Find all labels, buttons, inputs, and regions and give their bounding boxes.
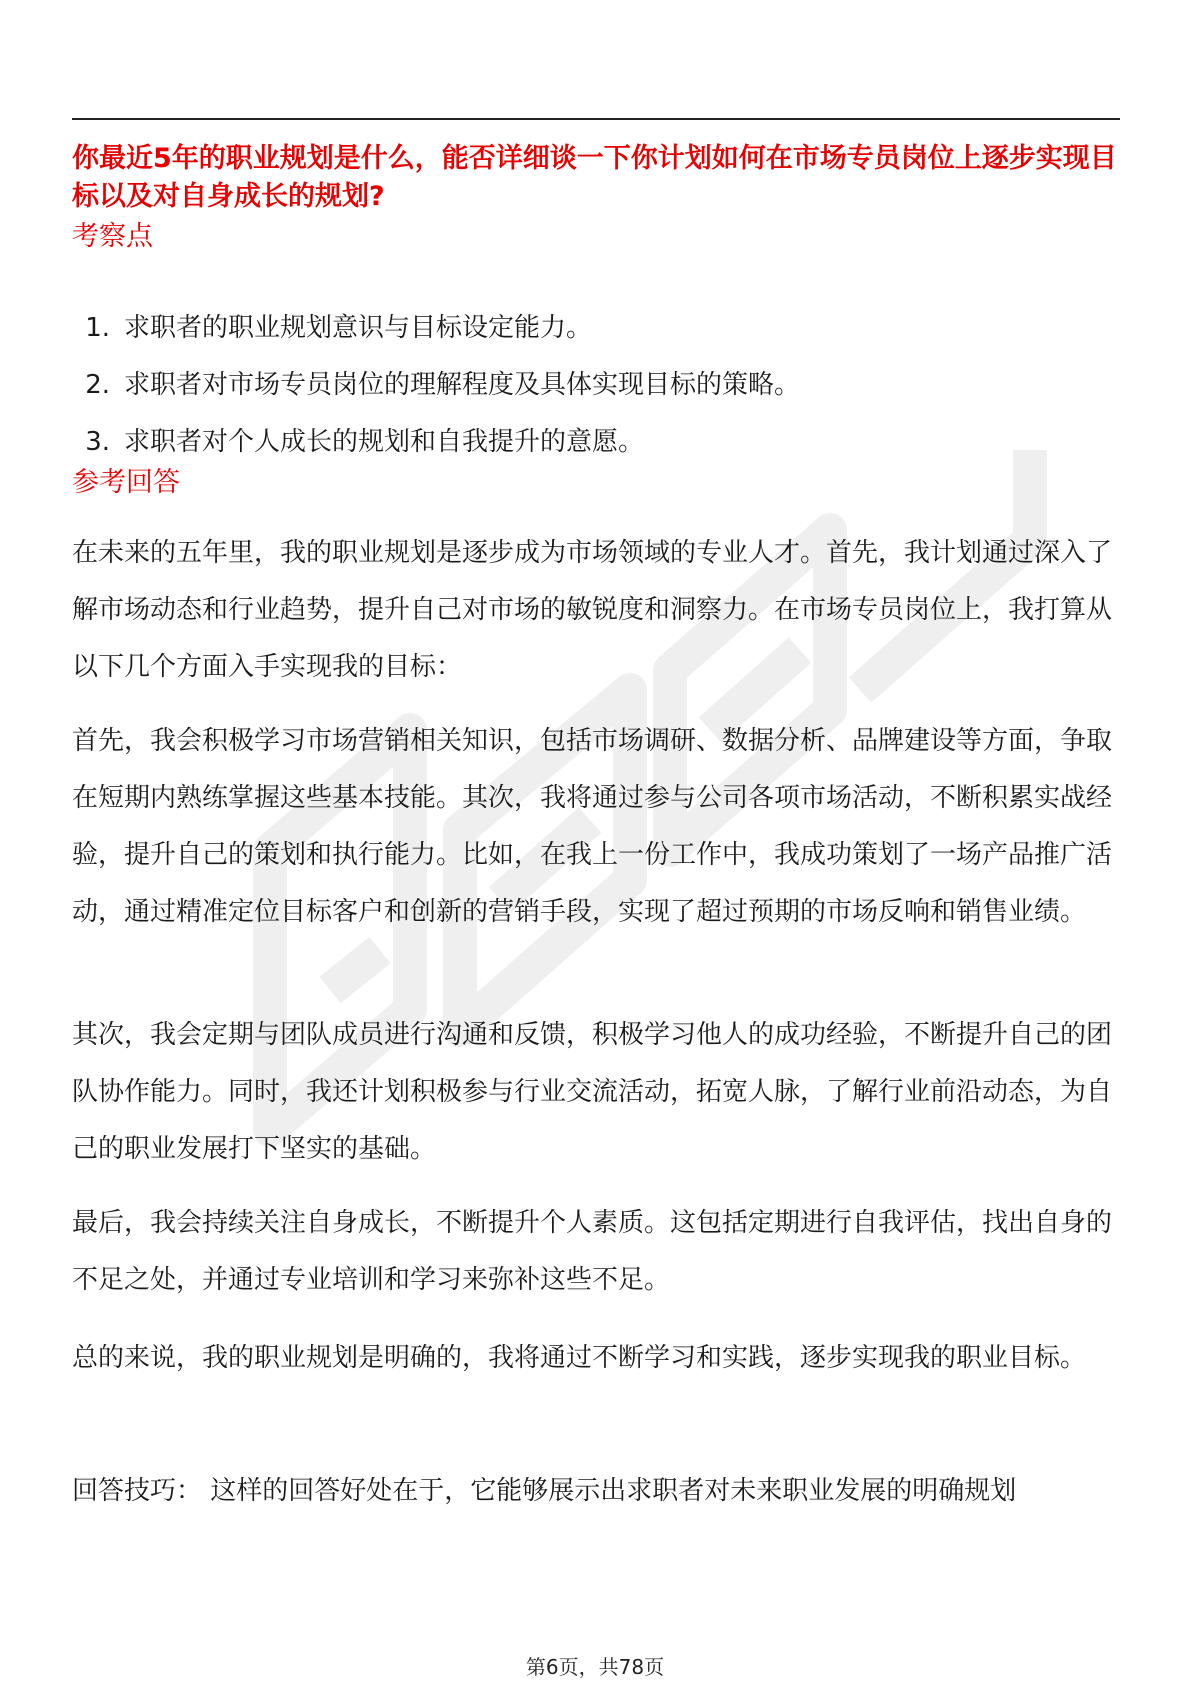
list-item [72,366,1122,423]
answer-tips-paragraph: 回答技巧： 这样的回答好处在于，它能够展示出求职者对未来职业发展的明确规划 [72,1476,1017,1506]
answer-paragraph: 其次，我会定期与团队成员进行沟通和反馈，积极学习他人的成功经验，不断提升自己的团队协作能力。同时，我还计划积极参与行业交流活动，拓宽人脉，了解行业前沿动态，为自己的职业发展打下坚实的基础。 [72,1020,1113,1164]
list-item-number: 1. [85,313,110,343]
list-item-number: 3. [85,427,110,457]
list-item-text: 求职者的职业规划意识与目标设定能力。 [124,313,593,343]
points-list [72,309,1122,480]
question-heading: 你最近5年的职业规划是什么，能否详细谈一下你计划如何在市场专员岗位上逐步实现目标以及对自身成长的规划? [72,143,1117,212]
list-item [72,309,1122,366]
list-item-text: 求职者对市场专员岗位的理解程度及具体实现目标的策略。 [124,370,801,400]
section-title-answer: 参考回答 [72,467,180,498]
section-title-points: 考察点 [72,221,153,252]
page-footer: 第6页，共78页 [525,1655,665,1679]
top-rule [72,118,1120,120]
list-item-number: 2. [85,370,110,400]
list-item-text: 求职者对个人成长的规划和自我提升的意愿。 [124,427,645,457]
answer-paragraph: 首先，我会积极学习市场营销相关知识，包括市场调研、数据分析、品牌建设等方面，争取在短期内熟练掌握这些基本技能。其次，我将通过参与公司各项市场活动，不断积累实战经验，提升自己的策划和执行能力。比如，在我上一份工作中，我成功策划了一场产品推广活动，通过精准定位目标客户和创新的营销手段，实现了超过预期的市场反响和销售业绩。 [72,726,1113,927]
list-item [72,423,1122,480]
answer-paragraph: 最后，我会持续关注自身成长，不断提升个人素质。这包括定期进行自我评估，找出自身的不足之处，并通过专业培训和学习来弥补这些不足。 [72,1208,1113,1295]
answer-paragraph: 总的来说，我的职业规划是明确的，我将通过不断学习和实践，逐步实现我的职业目标。 [72,1343,1087,1373]
answer-paragraph: 在未来的五年里，我的职业规划是逐步成为市场领域的专业人才。首先，我计划通过深入了解市场动态和行业趋势，提升自己对市场的敏锐度和洞察力。在市场专员岗位上，我打算从以下几个方面入手实现我的目标： [72,538,1113,682]
